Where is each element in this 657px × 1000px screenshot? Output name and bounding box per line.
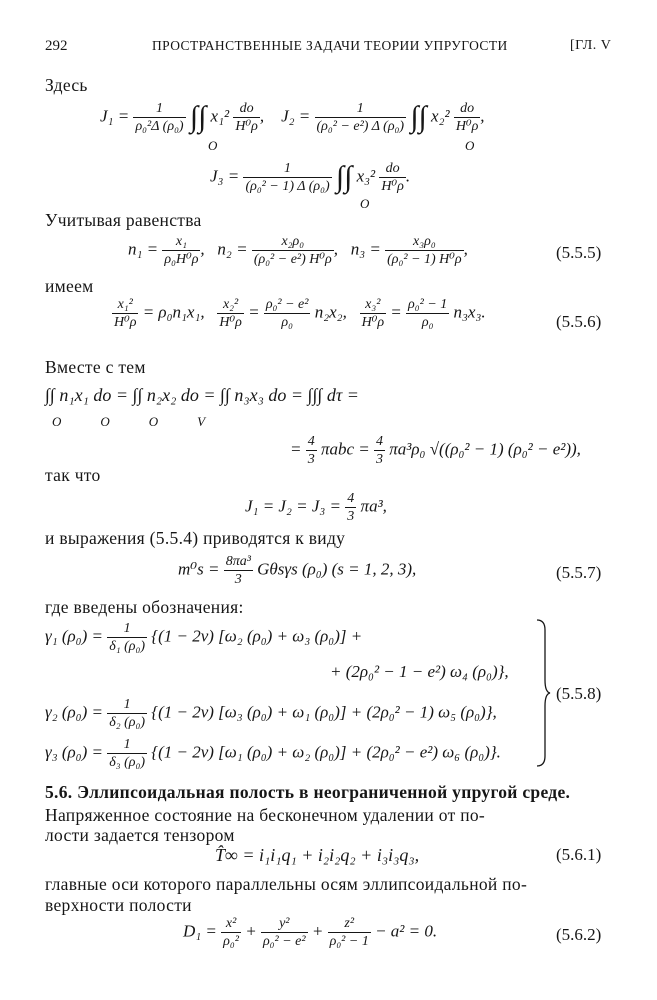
D1-term2 — [261, 915, 308, 950]
J1-integral-sign: ∫∫ — [189, 100, 207, 134]
J1-den: ρ₀²Δ (ρ₀) — [135, 119, 184, 134]
h1-rhs: = ρ₀n₁x₁, — [142, 302, 205, 322]
n2-frac — [252, 233, 334, 268]
D1-t1-den: ρ₀² — [223, 934, 239, 949]
J1-do: do — [233, 100, 259, 118]
text-expressions: и выражения (5.5.4) приводятся к виду — [45, 528, 346, 548]
J2-coef — [315, 100, 407, 135]
h3-mid-num: ρ₀² − 1 — [408, 297, 448, 312]
formula-gamma2 — [45, 696, 497, 731]
n2-num: x₂ρ₀ — [252, 233, 334, 251]
Jeq-lhs: J₁ = J₂ = J₃ = — [245, 496, 342, 516]
n3-den: (ρ₀² − 1) H⁰ρ — [387, 252, 462, 267]
J3-lhs: J₃ = — [210, 166, 240, 186]
text-considering: Учитывая равенства — [45, 210, 202, 230]
J2-integral-sign: ∫∫ — [410, 100, 427, 134]
vol-frac2-den: 3 — [376, 452, 384, 467]
page-number: 292 — [45, 38, 68, 54]
J3-integrand: x₃² — [356, 166, 376, 186]
g3-den: δ₃ (ρ₀) — [109, 755, 146, 770]
J3-measure — [379, 160, 405, 195]
J2-den: (ρ₀² − e²) Δ (ρ₀) — [316, 119, 405, 134]
h2-num: x₂² — [217, 296, 243, 314]
J3-integral-sign: ∫∫ — [335, 160, 353, 194]
n1-num: x₁ — [162, 233, 200, 251]
vol-frac-num: 4 — [307, 434, 315, 449]
J1-lhs: J₁ = — [100, 106, 130, 126]
h2-mid-den: ρ₀ — [281, 315, 293, 330]
ms-frac — [224, 553, 253, 588]
Jeq-tail: πa³, — [360, 496, 387, 516]
g1-frac — [107, 620, 147, 655]
h3-num: x₃² — [360, 296, 386, 314]
n2-lhs: n₂ = — [217, 239, 248, 259]
J1-integrand: x₁² — [210, 106, 230, 126]
text-notation: где введены обозначения: — [45, 597, 244, 617]
J2-H: H⁰ρ — [455, 119, 479, 134]
g1-num: 1 — [107, 620, 147, 638]
J2-integrand: x₂² — [431, 106, 450, 126]
h2-den: H⁰ρ — [219, 315, 242, 330]
g2-lhs: γ₂ (ρ₀) = — [45, 702, 103, 722]
J1-measure — [233, 100, 259, 135]
n3-frac — [385, 233, 464, 268]
chapter-label: [ГЛ. V — [570, 38, 612, 53]
n3-num: x₃ρ₀ — [385, 233, 464, 251]
g2-den: δ₂ (ρ₀) — [109, 715, 146, 730]
text-we-have: имеем — [45, 276, 94, 296]
Jeq-frac — [345, 490, 356, 525]
vol-frac — [306, 433, 317, 468]
D1-t1-num: x² — [221, 915, 241, 933]
vol-frac2-num: 4 — [376, 434, 384, 449]
Jeq-num: 4 — [347, 491, 355, 506]
formula-gamma1 — [45, 620, 362, 655]
ms-den: 3 — [234, 572, 242, 587]
formula-volume-line1: ∫∫ n₁x₁ do = ∫∫ n₂x₂ do = ∫∫ n₃x₃ do = ∫∫∫ dτ = — [45, 385, 359, 405]
g1-rhs: {(1 − 2ν) [ω₂ (ρ₀) + ω₃ (ρ₀)] + — [151, 626, 363, 646]
section-text-line1: Напряженное состояние на бесконечном удалении от по- — [45, 805, 486, 825]
formula-n: n₁ = $\frac{\text{x₁}}{\text{ρ₀H⁰ρ}}$ , n₂ = $\frac{\text{x₂ρ₀}}{\text{(ρ₀² − e²) H⁰ρ}}$ , n₃ = $\frac{\text{x₃ρ₀}}{\text{(ρ₀² − 1) H⁰ρ}}$ , — [128, 234, 468, 267]
J2-do: do — [454, 100, 480, 118]
D1-term1 — [221, 915, 241, 950]
J1-sub-O: O — [208, 138, 218, 153]
g2-frac — [107, 696, 147, 731]
formula-ms — [178, 553, 416, 588]
section-text-line2: лости задается тензором — [45, 825, 235, 845]
ms-rhs: Gθsγs (ρ₀) (s = 1, 2, 3), — [257, 559, 417, 579]
n1-frac — [162, 233, 200, 268]
g3-num: 1 — [107, 736, 147, 754]
J3-do: do — [379, 160, 405, 178]
J3-coef — [243, 160, 331, 195]
D1-t3-den: ρ₀² − 1 — [329, 934, 369, 949]
formula-J-equal — [245, 490, 387, 525]
h3-mid-den: ρ₀ — [421, 315, 434, 330]
D1-t2-den: ρ₀² − e² — [262, 934, 306, 949]
g1-den: δ₁ (ρ₀) — [109, 639, 146, 654]
running-title: ПРОСТРАНСТВЕННЫЕ ЗАДАЧИ ТЕОРИИ УПРУГОСТИ — [152, 38, 508, 53]
h1-den: H⁰ρ — [114, 315, 137, 330]
h2-mid — [264, 296, 311, 331]
n2-den: (ρ₀² − e²) H⁰ρ — [253, 252, 332, 267]
vol-root: πa³ρ₀ √((ρ₀² − 1) (ρ₀² − e²)), — [389, 439, 581, 459]
h2-rhs: n₂x₂, — [314, 302, 347, 322]
J2-num: 1 — [315, 100, 407, 118]
text-so-that: так что — [45, 465, 101, 485]
h1-num: x₁² — [112, 296, 138, 314]
formula-h: $\frac{\text{x₁²}}{\text{H⁰ρ}}$ = ρ₀n₁x₁, $\frac{\text{x₂²}}{\text{H⁰ρ}}$ = $\frac{\text{ρ₀² − e²}}{\text{ρ₀}}$ n₂x₂, $\frac{\text{x₃²}}{\text{H⁰ρ}}$ = $\frac{\text{ρ₀² − 1}}{\text{ρ₀}}$ n₃x₃. — [114, 297, 486, 330]
D1-t3-num: z² — [328, 915, 371, 933]
formula-gamma1-cont: + (2ρ₀² − 1 − e²) ω₄ (ρ₀)}, — [330, 662, 509, 681]
g3-frac — [107, 736, 147, 771]
g2-num: 1 — [107, 696, 147, 714]
eq-number-5-5-7: (5.5.7) — [556, 563, 602, 582]
h3-rhs: n₃x₃. — [453, 302, 486, 322]
n1-den: ρ₀H⁰ρ — [164, 252, 199, 267]
J1-coef — [133, 100, 185, 135]
text-together: Вместе с тем — [45, 357, 146, 377]
formula-J1-J2: J₁ = $\frac{1}{\text{ρ₀²Δ (ρ₀)}}$ ∫∫ x₁² $\frac{do}{\text{H⁰ρ}}$ , J₂ = $\frac{1}{\text{(ρ₀² − e²) Δ (ρ₀)}}$ ∫∫ x₂² $\frac{do}{\text{H⁰ρ}}$ , — [100, 100, 485, 134]
eq-number-5-6-1: (5.6.1) — [556, 845, 602, 864]
h3-frac — [360, 296, 386, 331]
formula-volume-line2 — [290, 433, 581, 468]
J3-sub-O: O — [360, 196, 370, 211]
J2-lhs: J₂ = — [281, 106, 311, 126]
J3-num: 1 — [243, 160, 331, 178]
J2-measure — [454, 100, 480, 135]
eq-number-5-5-5: (5.5.5) — [556, 243, 602, 262]
g1-lhs: γ₁ (ρ₀) = — [45, 626, 103, 646]
section-heading-line — [45, 782, 570, 803]
vol-eq: = — [290, 439, 302, 459]
vol-abc: πabc = — [320, 439, 370, 459]
formula-gamma3 — [45, 736, 501, 771]
n1-lhs: n₁ = — [128, 239, 159, 259]
J3-den: (ρ₀² − 1) Δ (ρ₀) — [245, 179, 330, 194]
n3-lhs: n₃ = — [350, 239, 381, 259]
formula-J3: J₃ = $\frac{1}{\text{(ρ₀² − 1) Δ (ρ₀)}}$ ∫∫ x₃² $\frac{do}{\text{H⁰ρ}}$ . — [210, 160, 411, 194]
vol-frac-den: 3 — [307, 452, 315, 467]
g2-rhs: {(1 − 2ν) [ω₃ (ρ₀) + ω₁ (ρ₀)] + (2ρ₀² − 1) ω₅ (ρ₀)}, — [151, 702, 497, 722]
ms-lhs: m⁰s = — [178, 559, 220, 579]
eq-number-5-5-6: (5.5.6) — [556, 312, 602, 331]
g3-lhs: γ₃ (ρ₀) = — [45, 742, 103, 762]
formula-tensor: T̂∞ = i₁i₁q₁ + i₂i₂q₂ + i₃i₃q₃, — [215, 845, 420, 865]
D1-lhs: D₁ = — [183, 921, 217, 941]
D1-term3 — [328, 915, 371, 950]
h2-mid-num: ρ₀² − e² — [265, 297, 309, 312]
text-here: Здесь — [45, 75, 88, 95]
eq-number-5-6-2: (5.6.2) — [556, 925, 602, 944]
eq-number-5-5-8: (5.5.8) — [556, 684, 602, 703]
h3-den: H⁰ρ — [361, 315, 385, 330]
h3-mid — [406, 296, 449, 331]
J3-H: H⁰ρ — [381, 179, 404, 194]
g3-rhs: {(1 − 2ν) [ω₁ (ρ₀) + ω₂ (ρ₀)] + (2ρ₀² − e²) ω₆ (ρ₀)}. — [151, 742, 501, 762]
h1-frac — [112, 296, 138, 331]
J1-num: 1 — [133, 100, 185, 118]
ms-num: 8πa³ — [225, 554, 251, 569]
formula-volume-subs: O O O V — [52, 414, 206, 429]
Jeq-den: 3 — [347, 509, 355, 524]
formula-D1: D₁ = $\frac{\text{x²}}{\text{ρ₀²}}$ + $\frac{\text{y²}}{\text{ρ₀² − e²}}$ + $\frac{\text{z²}}{\text{ρ₀² − 1}}$ − a² = 0. — [183, 916, 438, 949]
D1-tail: − a² = 0. — [375, 921, 438, 941]
J2-sub-O: O — [465, 138, 475, 153]
axes-text-line2: верхности полости — [45, 895, 192, 915]
D1-t2-num: y² — [261, 915, 308, 933]
vol-frac-2 — [374, 433, 385, 468]
J1-H: H⁰ρ — [235, 119, 258, 134]
section-heading: 5.6. Эллипсоидальная полость в неограниченной упругой среде. — [45, 782, 571, 802]
axes-text-line1: главные оси которого параллельны осям эллипсоидальной по- — [45, 874, 528, 894]
right-brace — [535, 618, 551, 768]
h2-frac — [217, 296, 243, 331]
